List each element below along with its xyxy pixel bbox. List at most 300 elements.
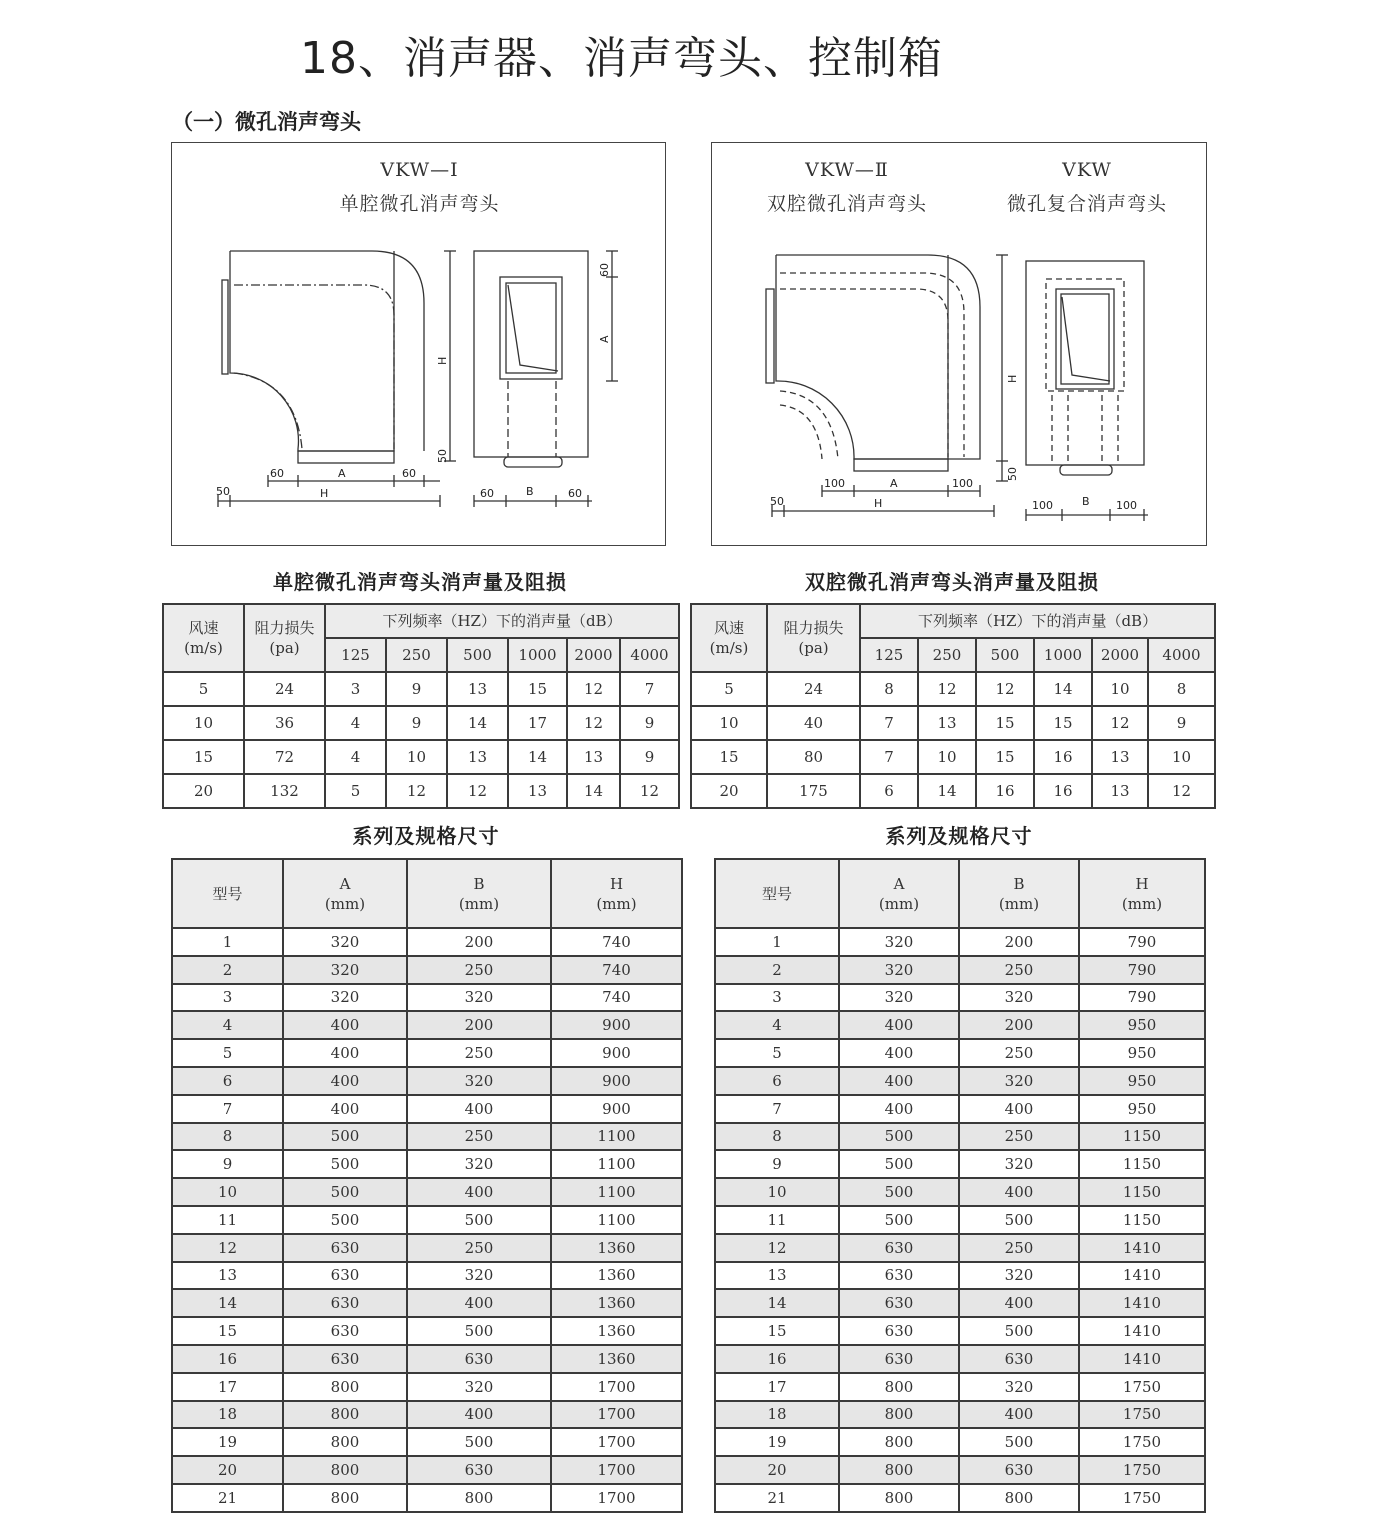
table-row (172, 1317, 682, 1345)
table-cell: 200 (407, 928, 551, 956)
table-row (715, 1234, 1205, 1262)
table-cell: 1360 (551, 1345, 682, 1373)
table-cell: 250 (407, 956, 551, 984)
table-cell: 320 (959, 1150, 1079, 1178)
table-row (172, 1206, 682, 1234)
table-cell: 72 (244, 740, 325, 774)
table-cell: 1410 (1079, 1262, 1205, 1290)
table-cell: 400 (839, 1011, 959, 1039)
table-cell: 320 (959, 1262, 1079, 1290)
table-cell: 15 (976, 740, 1034, 774)
table-cell: 1700 (551, 1373, 682, 1401)
table-cell: 12 (386, 774, 447, 808)
table-cell: 10 (163, 706, 244, 740)
dim-100-front-left: 100 (1032, 499, 1053, 512)
table-cell: 800 (959, 1484, 1079, 1512)
table-cell: 320 (959, 1067, 1079, 1095)
table-cell: 320 (283, 928, 407, 956)
single-chamber-elbow-drawing (172, 143, 664, 543)
header-freq: 125 (860, 638, 918, 672)
table-cell: 7 (620, 672, 679, 706)
table-cell: 15 (715, 1317, 839, 1345)
table-cell: 10 (715, 1178, 839, 1206)
table-row (172, 1428, 682, 1456)
table-cell: 12 (1148, 774, 1215, 808)
table-cell: 500 (283, 1178, 407, 1206)
table-cell: 15 (691, 740, 767, 774)
table-cell: 5 (715, 1039, 839, 1067)
table-cell: 1700 (551, 1484, 682, 1512)
spec-table-left (171, 858, 683, 1513)
table-cell: 15 (1034, 706, 1092, 740)
dim-H-bottom-2: H (874, 497, 883, 510)
table-row (172, 1011, 682, 1039)
table-cell: 16 (1034, 774, 1092, 808)
table-cell: 800 (839, 1484, 959, 1512)
table-cell: 40 (767, 706, 860, 740)
table-cell: 500 (407, 1428, 551, 1456)
table-cell: 13 (172, 1262, 283, 1290)
elbow-outline (230, 251, 394, 451)
table-cell: 4 (715, 1011, 839, 1039)
table-cell: 800 (283, 1484, 407, 1512)
header-model: 型号 (172, 859, 283, 928)
table-cell: 21 (172, 1484, 283, 1512)
header-resistance-loss: 阻力损失 (pa) (767, 604, 860, 672)
table-cell: 400 (839, 1095, 959, 1123)
table-cell: 1360 (551, 1234, 682, 1262)
header-wind-speed: 风速 (m/s) (691, 604, 767, 672)
table-cell: 250 (959, 1039, 1079, 1067)
table-cell: 1 (715, 928, 839, 956)
table-cell: 630 (959, 1456, 1079, 1484)
table-cell: 320 (407, 1373, 551, 1401)
table-cell: 800 (407, 1484, 551, 1512)
table-cell: 500 (839, 1123, 959, 1151)
page-title: 18、消声器、消声弯头、控制箱 (300, 33, 943, 84)
table-cell: 13 (1092, 774, 1148, 808)
table-cell: 1700 (551, 1456, 682, 1484)
table-cell: 1100 (551, 1150, 682, 1178)
table-cell: 13 (447, 672, 508, 706)
diagram-name-label-2: 双腔微孔消声弯头 (766, 193, 927, 215)
table-cell: 12 (567, 706, 620, 740)
table-row (172, 956, 682, 984)
table-row (715, 1123, 1205, 1151)
table-cell: 500 (959, 1317, 1079, 1345)
table-cell: 790 (1079, 956, 1205, 984)
table-cell: 16 (715, 1345, 839, 1373)
header-freq: 4000 (1148, 638, 1215, 672)
table-row (691, 740, 1215, 774)
table-row (715, 1178, 1205, 1206)
table-cell: 17 (715, 1373, 839, 1401)
table-cell: 14 (508, 740, 567, 774)
table-cell: 1410 (1079, 1289, 1205, 1317)
table-cell: 250 (959, 1234, 1079, 1262)
table-cell: 250 (959, 1123, 1079, 1151)
table-cell: 740 (551, 956, 682, 984)
header-wind-speed: 风速 (m/s) (163, 604, 244, 672)
table-cell: 20 (163, 774, 244, 808)
table-cell: 10 (1092, 672, 1148, 706)
dim-B-2: B (1082, 495, 1090, 508)
table-cell: 630 (283, 1289, 407, 1317)
table-cell: 17 (172, 1373, 283, 1401)
table-cell: 9 (620, 740, 679, 774)
table-row (691, 774, 1215, 808)
table-cell: 19 (172, 1428, 283, 1456)
table-cell: 8 (715, 1123, 839, 1151)
table-cell: 20 (691, 774, 767, 808)
table-row (172, 1456, 682, 1484)
table-row (715, 1317, 1205, 1345)
table-cell: 250 (407, 1123, 551, 1151)
table-cell: 10 (172, 1178, 283, 1206)
table-cell: 80 (767, 740, 860, 774)
table-cell: 1360 (551, 1262, 682, 1290)
dim-50: 50 (216, 485, 230, 498)
table-row (172, 1234, 682, 1262)
table-cell: 9 (172, 1150, 283, 1178)
table-cell: 800 (839, 1401, 959, 1429)
table-cell: 250 (407, 1234, 551, 1262)
table-cell: 800 (283, 1401, 407, 1429)
header-freq: 500 (447, 638, 508, 672)
table-cell: 1750 (1079, 1484, 1205, 1512)
table-cell: 4 (325, 706, 386, 740)
table-cell: 15 (976, 706, 1034, 740)
front-view-outline (474, 251, 588, 457)
table-row (172, 1178, 682, 1206)
table-cell: 320 (839, 956, 959, 984)
table-row (715, 1011, 1205, 1039)
table-row (172, 1150, 682, 1178)
table-cell: 630 (283, 1262, 407, 1290)
table-cell: 400 (959, 1289, 1079, 1317)
table-row (715, 984, 1205, 1012)
table-cell: 500 (283, 1150, 407, 1178)
table-cell: 132 (244, 774, 325, 808)
table-cell: 630 (283, 1234, 407, 1262)
table-cell: 20 (172, 1456, 283, 1484)
header-freq: 125 (325, 638, 386, 672)
table-cell: 630 (839, 1317, 959, 1345)
perf-table-right (690, 603, 1216, 809)
table-cell: 800 (283, 1428, 407, 1456)
table-cell: 400 (283, 1039, 407, 1067)
table-cell: 630 (407, 1345, 551, 1373)
table-cell: 8 (1148, 672, 1215, 706)
table-cell: 1150 (1079, 1123, 1205, 1151)
table-cell: 6 (860, 774, 918, 808)
table-cell: 1410 (1079, 1317, 1205, 1345)
table-cell: 400 (283, 1095, 407, 1123)
header-B: B (mm) (407, 859, 551, 928)
table-cell: 800 (839, 1456, 959, 1484)
dim-H-bottom: H (320, 487, 329, 500)
table-cell: 1100 (551, 1123, 682, 1151)
table-cell: 630 (839, 1262, 959, 1290)
table-cell: 320 (407, 1150, 551, 1178)
table-cell: 1700 (551, 1401, 682, 1429)
header-freq: 4000 (620, 638, 679, 672)
table-cell: 1360 (551, 1317, 682, 1345)
table-row (715, 1456, 1205, 1484)
table-cell: 320 (407, 1067, 551, 1095)
table-cell: 1410 (1079, 1234, 1205, 1262)
table-cell: 320 (407, 984, 551, 1012)
table-cell: 2 (715, 956, 839, 984)
table-cell: 400 (407, 1178, 551, 1206)
table-cell: 1750 (1079, 1373, 1205, 1401)
table-row (172, 1484, 682, 1512)
dim-100-left: 100 (824, 477, 845, 490)
dim-60-front-left: 60 (480, 487, 494, 500)
header-H: H (mm) (551, 859, 682, 928)
table-cell: 6 (172, 1067, 283, 1095)
table-cell: 400 (407, 1095, 551, 1123)
table-cell: 500 (959, 1428, 1079, 1456)
table-row (691, 706, 1215, 740)
table-cell: 18 (715, 1401, 839, 1429)
table-cell: 14 (715, 1289, 839, 1317)
dim-50-vertical-2: 50 (1006, 467, 1019, 481)
table-cell: 1700 (551, 1428, 682, 1456)
table-cell: 14 (918, 774, 976, 808)
table-row (715, 1039, 1205, 1067)
table-cell: 320 (959, 984, 1079, 1012)
table-cell: 9 (715, 1150, 839, 1178)
perf-table-left (162, 603, 680, 809)
perf-table-title-right: 双腔微孔消声弯头消声量及阻损 (805, 570, 1099, 594)
table-cell: 800 (283, 1456, 407, 1484)
table-cell: 17 (508, 706, 567, 740)
table-cell: 15 (172, 1317, 283, 1345)
dim-A: A (338, 467, 346, 480)
table-cell: 950 (1079, 1011, 1205, 1039)
table-cell: 15 (163, 740, 244, 774)
dim-H-vertical: H (436, 356, 449, 365)
table-cell: 10 (1148, 740, 1215, 774)
table-cell: 800 (839, 1428, 959, 1456)
table-cell: 790 (1079, 984, 1205, 1012)
table-cell: 10 (386, 740, 447, 774)
dim-H-vertical-2: H (1006, 374, 1019, 383)
table-cell: 320 (283, 984, 407, 1012)
dim-50-vertical: 50 (436, 449, 449, 463)
table-cell: 9 (1148, 706, 1215, 740)
table-cell: 400 (959, 1178, 1079, 1206)
table-cell: 400 (839, 1067, 959, 1095)
table-row (715, 1428, 1205, 1456)
table-cell: 630 (283, 1317, 407, 1345)
table-cell: 1750 (1079, 1456, 1205, 1484)
table-row (163, 672, 679, 706)
table-cell: 800 (283, 1373, 407, 1401)
table-row (172, 1095, 682, 1123)
table-cell: 16 (976, 774, 1034, 808)
table-cell: 9 (386, 672, 447, 706)
table-cell: 11 (715, 1206, 839, 1234)
header-freq: 1000 (1034, 638, 1092, 672)
header-A: A (mm) (839, 859, 959, 928)
table-cell: 400 (839, 1039, 959, 1067)
spec-table-title-right: 系列及规格尺寸 (885, 824, 1033, 848)
table-row (691, 672, 1215, 706)
header-frequency-attenuation: 下列频率（HZ）下的消声量（dB） (325, 604, 679, 638)
table-cell: 10 (691, 706, 767, 740)
table-row (172, 1401, 682, 1429)
table-cell: 630 (283, 1345, 407, 1373)
table-cell: 1150 (1079, 1150, 1205, 1178)
table-cell: 16 (172, 1345, 283, 1373)
table-cell: 500 (839, 1178, 959, 1206)
table-cell: 5 (172, 1039, 283, 1067)
table-row (172, 928, 682, 956)
table-row (163, 774, 679, 808)
table-cell: 900 (551, 1039, 682, 1067)
table-cell: 12 (620, 774, 679, 808)
table-row (715, 1067, 1205, 1095)
dim-A-vertical: A (598, 335, 611, 343)
diagram-panel-single (171, 142, 666, 546)
table-cell: 8 (860, 672, 918, 706)
table-row (163, 740, 679, 774)
table-cell: 24 (767, 672, 860, 706)
diagram-model-label-2: VKW—Ⅱ (805, 159, 889, 181)
table-cell: 7 (860, 740, 918, 774)
table-cell: 1150 (1079, 1206, 1205, 1234)
table-row (172, 1262, 682, 1290)
table-row (172, 984, 682, 1012)
diagram-model-label: VKW—Ⅰ (380, 159, 459, 181)
dim-100-right: 100 (952, 477, 973, 490)
table-cell: 320 (407, 1262, 551, 1290)
table-cell: 740 (551, 928, 682, 956)
table-cell: 6 (715, 1067, 839, 1095)
dim-B: B (526, 485, 534, 498)
table-cell: 12 (715, 1234, 839, 1262)
header-freq: 2000 (1092, 638, 1148, 672)
table-row (172, 1373, 682, 1401)
table-cell: 400 (283, 1011, 407, 1039)
table-cell: 1100 (551, 1178, 682, 1206)
header-freq: 500 (976, 638, 1034, 672)
table-cell: 950 (1079, 1067, 1205, 1095)
dim-60-right: 60 (402, 467, 416, 480)
table-row (172, 1289, 682, 1317)
table-cell: 630 (407, 1456, 551, 1484)
table-cell: 320 (959, 1373, 1079, 1401)
table-row (715, 928, 1205, 956)
header-A: A (mm) (283, 859, 407, 928)
table-cell: 500 (407, 1206, 551, 1234)
table-cell: 200 (959, 928, 1079, 956)
section-heading: （一）微孔消声弯头 (172, 109, 361, 134)
table-cell: 630 (839, 1345, 959, 1373)
table-cell: 36 (244, 706, 325, 740)
table-cell: 1360 (551, 1289, 682, 1317)
diagram-name-label-3: 微孔复合消声弯头 (1006, 193, 1167, 215)
dim-50-2: 50 (770, 495, 784, 508)
table-cell: 5 (163, 672, 244, 706)
perf-table-title-left: 单腔微孔消声弯头消声量及阻损 (273, 570, 567, 594)
table-row (172, 1067, 682, 1095)
table-cell: 1410 (1079, 1345, 1205, 1373)
table-cell: 200 (959, 1011, 1079, 1039)
table-cell: 400 (407, 1401, 551, 1429)
table-cell: 500 (283, 1123, 407, 1151)
dim-60-front-right: 60 (568, 487, 582, 500)
table-cell: 18 (172, 1401, 283, 1429)
table-cell: 14 (172, 1289, 283, 1317)
diagram-model-label-3: VKW (1062, 159, 1112, 181)
table-cell: 8 (172, 1123, 283, 1151)
table-cell: 4 (325, 740, 386, 774)
table-row (715, 1206, 1205, 1234)
table-cell: 400 (283, 1067, 407, 1095)
table-cell: 950 (1079, 1095, 1205, 1123)
table-cell: 7 (172, 1095, 283, 1123)
table-cell: 9 (620, 706, 679, 740)
table-cell: 12 (976, 672, 1034, 706)
table-cell: 21 (715, 1484, 839, 1512)
header-freq: 2000 (567, 638, 620, 672)
table-cell: 7 (715, 1095, 839, 1123)
table-cell: 1750 (1079, 1401, 1205, 1429)
table-cell: 5 (325, 774, 386, 808)
table-cell: 500 (839, 1206, 959, 1234)
header-H: H (mm) (1079, 859, 1205, 928)
table-cell: 5 (691, 672, 767, 706)
table-cell: 14 (447, 706, 508, 740)
header-freq: 250 (918, 638, 976, 672)
table-row (715, 1095, 1205, 1123)
table-cell: 12 (172, 1234, 283, 1262)
table-cell: 13 (447, 740, 508, 774)
table-cell: 12 (567, 672, 620, 706)
table-cell: 500 (959, 1206, 1079, 1234)
table-cell: 16 (1034, 740, 1092, 774)
table-cell: 13 (918, 706, 976, 740)
table-row (715, 1289, 1205, 1317)
table-cell: 320 (839, 984, 959, 1012)
table-row (172, 1345, 682, 1373)
table-row (715, 1262, 1205, 1290)
dim-100-front-right: 100 (1116, 499, 1137, 512)
table-cell: 13 (715, 1262, 839, 1290)
table-cell: 13 (567, 740, 620, 774)
table-cell: 630 (839, 1289, 959, 1317)
table-cell: 1 (172, 928, 283, 956)
header-model: 型号 (715, 859, 839, 928)
table-cell: 1100 (551, 1206, 682, 1234)
diagram-panel-double (711, 142, 1207, 546)
header-freq: 1000 (508, 638, 567, 672)
table-cell: 1150 (1079, 1178, 1205, 1206)
table-row (163, 706, 679, 740)
dim-60-vertical: 60 (598, 263, 611, 277)
table-cell: 500 (407, 1317, 551, 1345)
table-row (172, 1123, 682, 1151)
spec-table-title-left: 系列及规格尺寸 (352, 824, 500, 848)
table-cell: 1750 (1079, 1428, 1205, 1456)
header-resistance-loss: 阻力损失 (pa) (244, 604, 325, 672)
spec-table-right (714, 858, 1206, 1513)
table-row (715, 1373, 1205, 1401)
table-cell: 10 (918, 740, 976, 774)
